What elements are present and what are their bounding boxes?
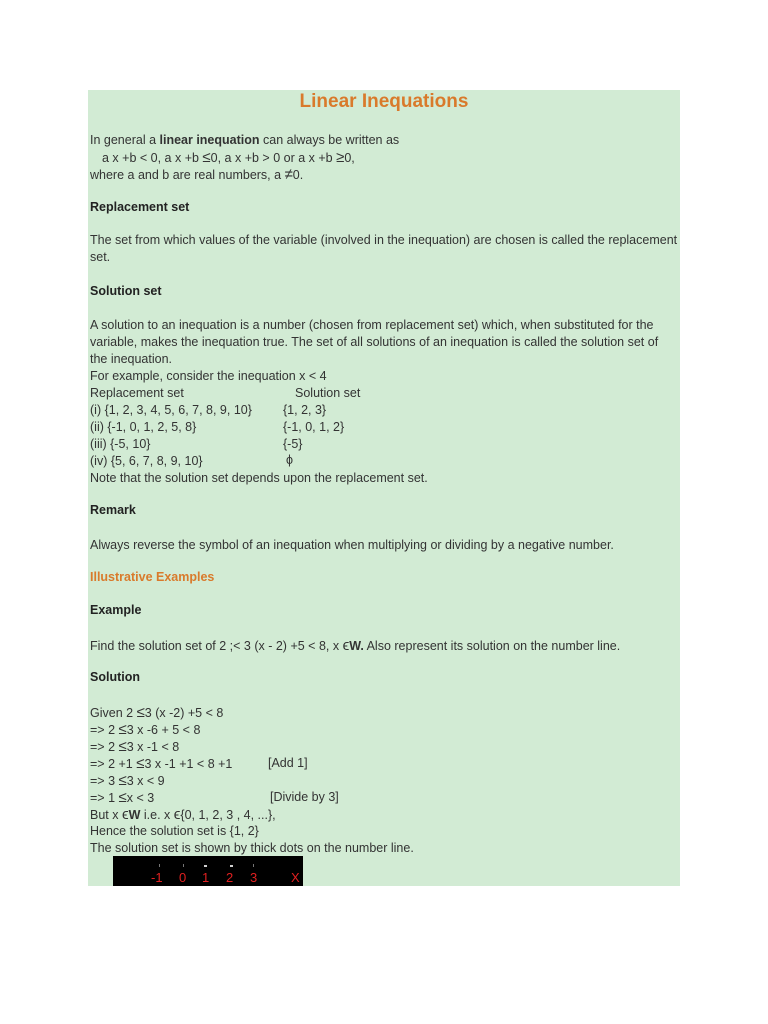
shown-line: The solution set is shown by thick dots on the number line. [90,841,414,855]
example-heading: Example [90,603,142,617]
step-post: 3 x -1 +1 < 8 +1 [144,757,233,771]
solution-set-note: Note that the solution set depends upon the replacement set. [90,471,428,485]
step-note: [Add 1] [268,756,308,770]
col-head-replacement: Replacement set [90,386,184,400]
less-equal-symbol: ≤ [202,149,211,166]
step-note: [Divide by 3] [270,790,339,804]
number-line-image [113,856,303,886]
solution-heading: Solution [90,670,140,684]
remark-heading: Remark [90,503,136,517]
element-of-symbol: ϵ [121,806,129,823]
step-post: x < 3 [126,791,155,805]
table-row-sol: {-5} [283,437,303,451]
table-row-rep: (ii) {-1, 0, 1, 2, 5, 8} [90,420,197,434]
solution-set-text: A solution to an inequation is a number (chosen from replacement set) which, when substituted for the variable, makes the inequation true. The set of all solutions of an inequation is called the solution set of the inequation. [90,318,659,366]
element-of-symbol: ϵ [173,806,181,823]
step-pre: Given 2 [90,706,137,720]
illustrative-examples-heading: Illustrative Examples [90,570,215,584]
solution-step [90,789,154,807]
example-text-a: Find the solution set of 2 ;< 3 (x - 2) +5 < 8, x [90,639,343,653]
where-text-b: 0. [292,168,304,182]
step-post: 3 x -6 + 5 < 8 [126,723,201,737]
hence-line: Hence the solution set is {1, 2} [90,824,259,838]
example-text-b: Also represent its solution on the number line. [363,639,621,653]
greater-equal-symbol: ≥ [336,149,345,166]
intro-suffix: can always be written as [259,133,400,147]
content-panel [88,90,680,886]
number-line-label: -1 [151,870,163,885]
solution-step [90,738,179,756]
number-line-label: 1 [202,870,210,885]
number-line-dot [204,865,207,867]
forms-text-b: 0, a x +b > 0 or a x +b [210,151,337,165]
step-pre: => 2 [90,740,119,754]
number-line-label: X [291,870,300,885]
where-text-a: where a and b are real numbers, a [90,168,285,182]
intro-prefix: In general a [90,133,160,147]
number-line-tick [183,864,184,867]
forms-text-c: 0, [344,151,355,165]
replacement-set-text: The set from which values of the variable (involved in the inequation) are chosen is called the replacement set. [90,233,678,264]
less-equal-symbol: ≤ [118,721,127,738]
whole-numbers-symbol: W. [349,639,364,653]
solution-step [90,704,223,722]
table-row-rep: (iii) {-5, 10} [90,437,151,451]
but-line [90,806,276,824]
but-text-a: But x [90,808,122,822]
step-post: 3 x < 9 [126,774,165,788]
col-head-solution: Solution set [295,386,361,400]
table-row-sol: {1, 2, 3} [283,403,327,417]
step-post: 3 (x -2) +5 < 8 [144,706,224,720]
less-equal-symbol: ≤ [136,755,145,772]
solution-step [90,772,165,790]
remark-text: Always reverse the symbol of an inequation when multiplying or dividing by a negative number. [90,538,614,552]
table-row-rep: (iv) {5, 6, 7, 8, 9, 10} [90,454,203,468]
whole-numbers-symbol: W [128,808,141,822]
intro-where [90,166,303,184]
element-of-symbol: ϵ [342,637,350,654]
solution-step [90,755,232,773]
number-line-label: 0 [179,870,187,885]
less-equal-symbol: ≤ [118,738,127,755]
less-equal-symbol: ≤ [136,704,145,721]
not-equal-symbol: ≠ [284,166,293,183]
number-line-tick [159,864,160,867]
number-line-label: 3 [250,870,258,885]
number-line-dot [230,865,233,867]
solution-set-heading: Solution set [90,284,162,298]
step-pre: => 2 +1 [90,757,137,771]
but-text-c: {0, 1, 2, 3 , 4, ...}, [180,808,276,822]
step-pre: => 2 [90,723,119,737]
number-line-label: 2 [226,870,234,885]
example-text [90,637,620,655]
intro-line [90,132,399,149]
less-equal-symbol: ≤ [118,789,127,806]
but-text-b: i.e. x [140,808,174,822]
example-inequation-line: For example, consider the inequation x < 4 [90,369,327,383]
number-line-tick [253,864,254,867]
forms-text-a: a x +b < 0, a x +b [102,151,203,165]
solution-step [90,721,200,739]
less-equal-symbol: ≤ [118,772,127,789]
step-post: 3 x -1 < 8 [126,740,180,754]
table-row-rep: (i) {1, 2, 3, 4, 5, 6, 7, 8, 9, 10} [90,403,252,417]
intro-bold-term: linear inequation [159,133,260,147]
step-pre: => 1 [90,791,119,805]
empty-set-symbol: ϕ [286,453,294,467]
page-title: Linear Inequations [299,91,469,112]
step-pre: => 3 [90,774,119,788]
table-row-sol: {-1, 0, 1, 2} [283,420,345,434]
intro-forms [102,149,355,167]
replacement-set-heading: Replacement set [90,200,190,214]
